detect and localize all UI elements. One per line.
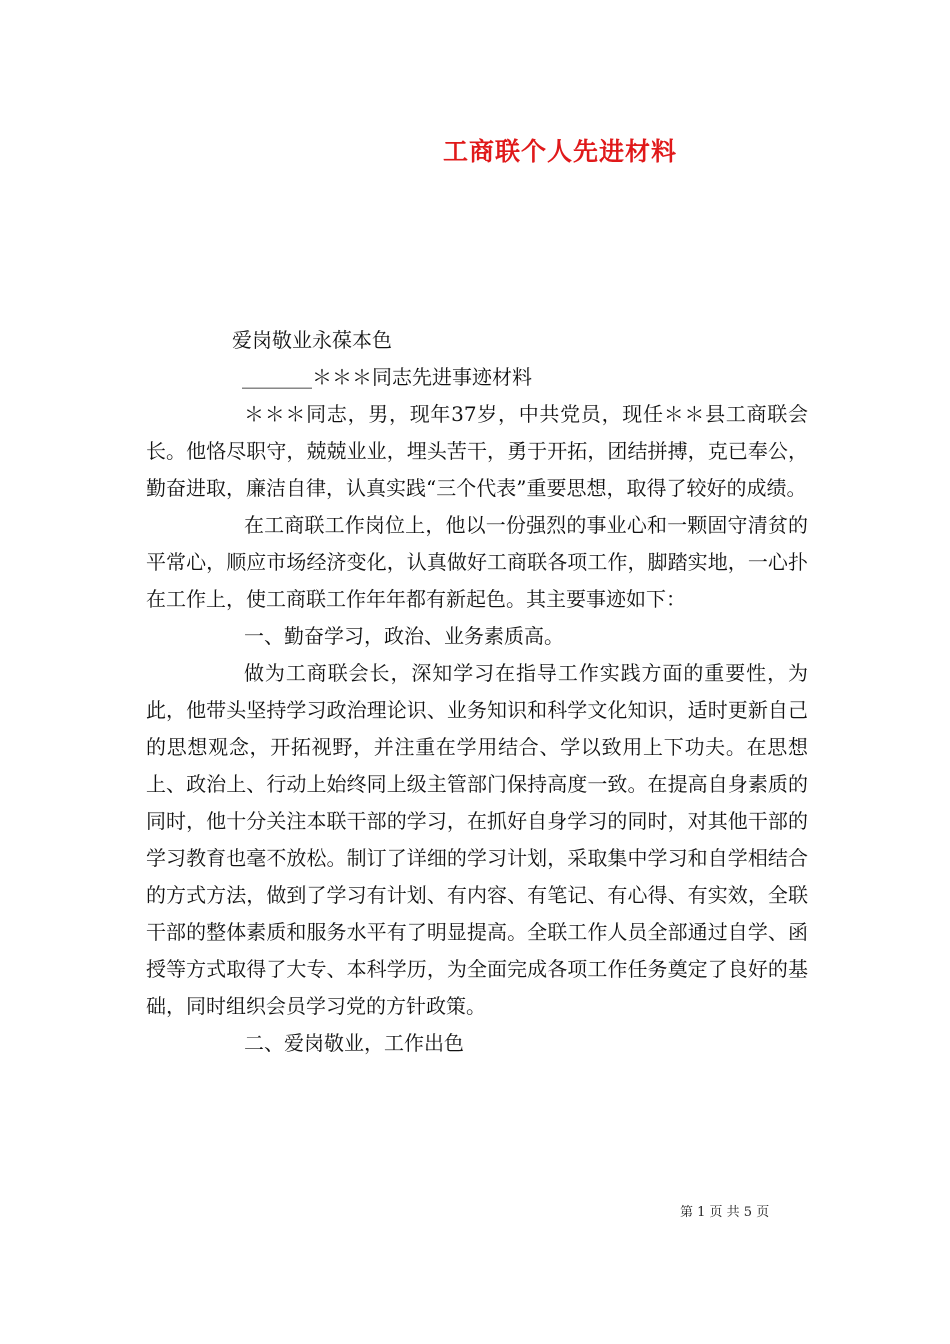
document-title: 工商联个人先进材料 — [442, 137, 677, 166]
paragraph-study: 做为工商联会长，深知学习在指导工作实践方面的重要性，为此，他带头坚持学习政治理论识、业务知识和科学文化知识，适时更新自己的思想观念，开拓视野，并注重在学用结合、学以致用上下功夫。在思想上、政治上、行动上始终同上级主管部门保持高度一致。在提高自身素质的同时，他十分关注本联干部的学习，在抓好自身学习的同时，对其他干部的学习教育也毫不放松。制订了详细的学习计划，采取集中学习和自学相结合的方式方法，做到了学习有计划、有内容、有笔记、有心得、有实效，全联干部的整体素质和服务水平有了明显提高。全联工作人员全部通过自学、函授等方式取得了大专、本科学历，为全面完成各项工作任务奠定了良好的基础，同时组织会员学习党的方针政策。 — [146, 661, 808, 1018]
paragraph-intro: ＊＊＊同志，男，现年37岁，中共党员，现任＊＊县工商联会长。他恪尽职守，兢兢业业，埋头苦干，勇于开拓，团结拼搏，克已奉公，勤奋进取，廉洁自律，认真实践“三个代表”重要思想，取得了较好的成绩。 — [146, 402, 808, 500]
page-indicator: 第 1 页 共 5 页 — [680, 1205, 770, 1220]
document-subtitle: 爱岗敬业永葆本色 — [232, 328, 392, 352]
section-heading-2: 二、爱岗敬业，工作出色 — [244, 1031, 464, 1055]
paragraph-work-position: 在工商联工作岗位上，他以一份强烈的事业心和一颗固守清贫的平常心，顺应市场经济变化，认真做好工商联各项工作，脚踏实地，一心扑在工作上，使工商联工作年年都有新起色。其主要事迹如下： — [146, 513, 808, 611]
document-byline: _______＊＊＊同志先进事迹材料 — [242, 365, 532, 389]
section-heading-1: 一、勤奋学习，政治、业务素质高。 — [244, 624, 564, 648]
document-body — [146, 322, 808, 1062]
